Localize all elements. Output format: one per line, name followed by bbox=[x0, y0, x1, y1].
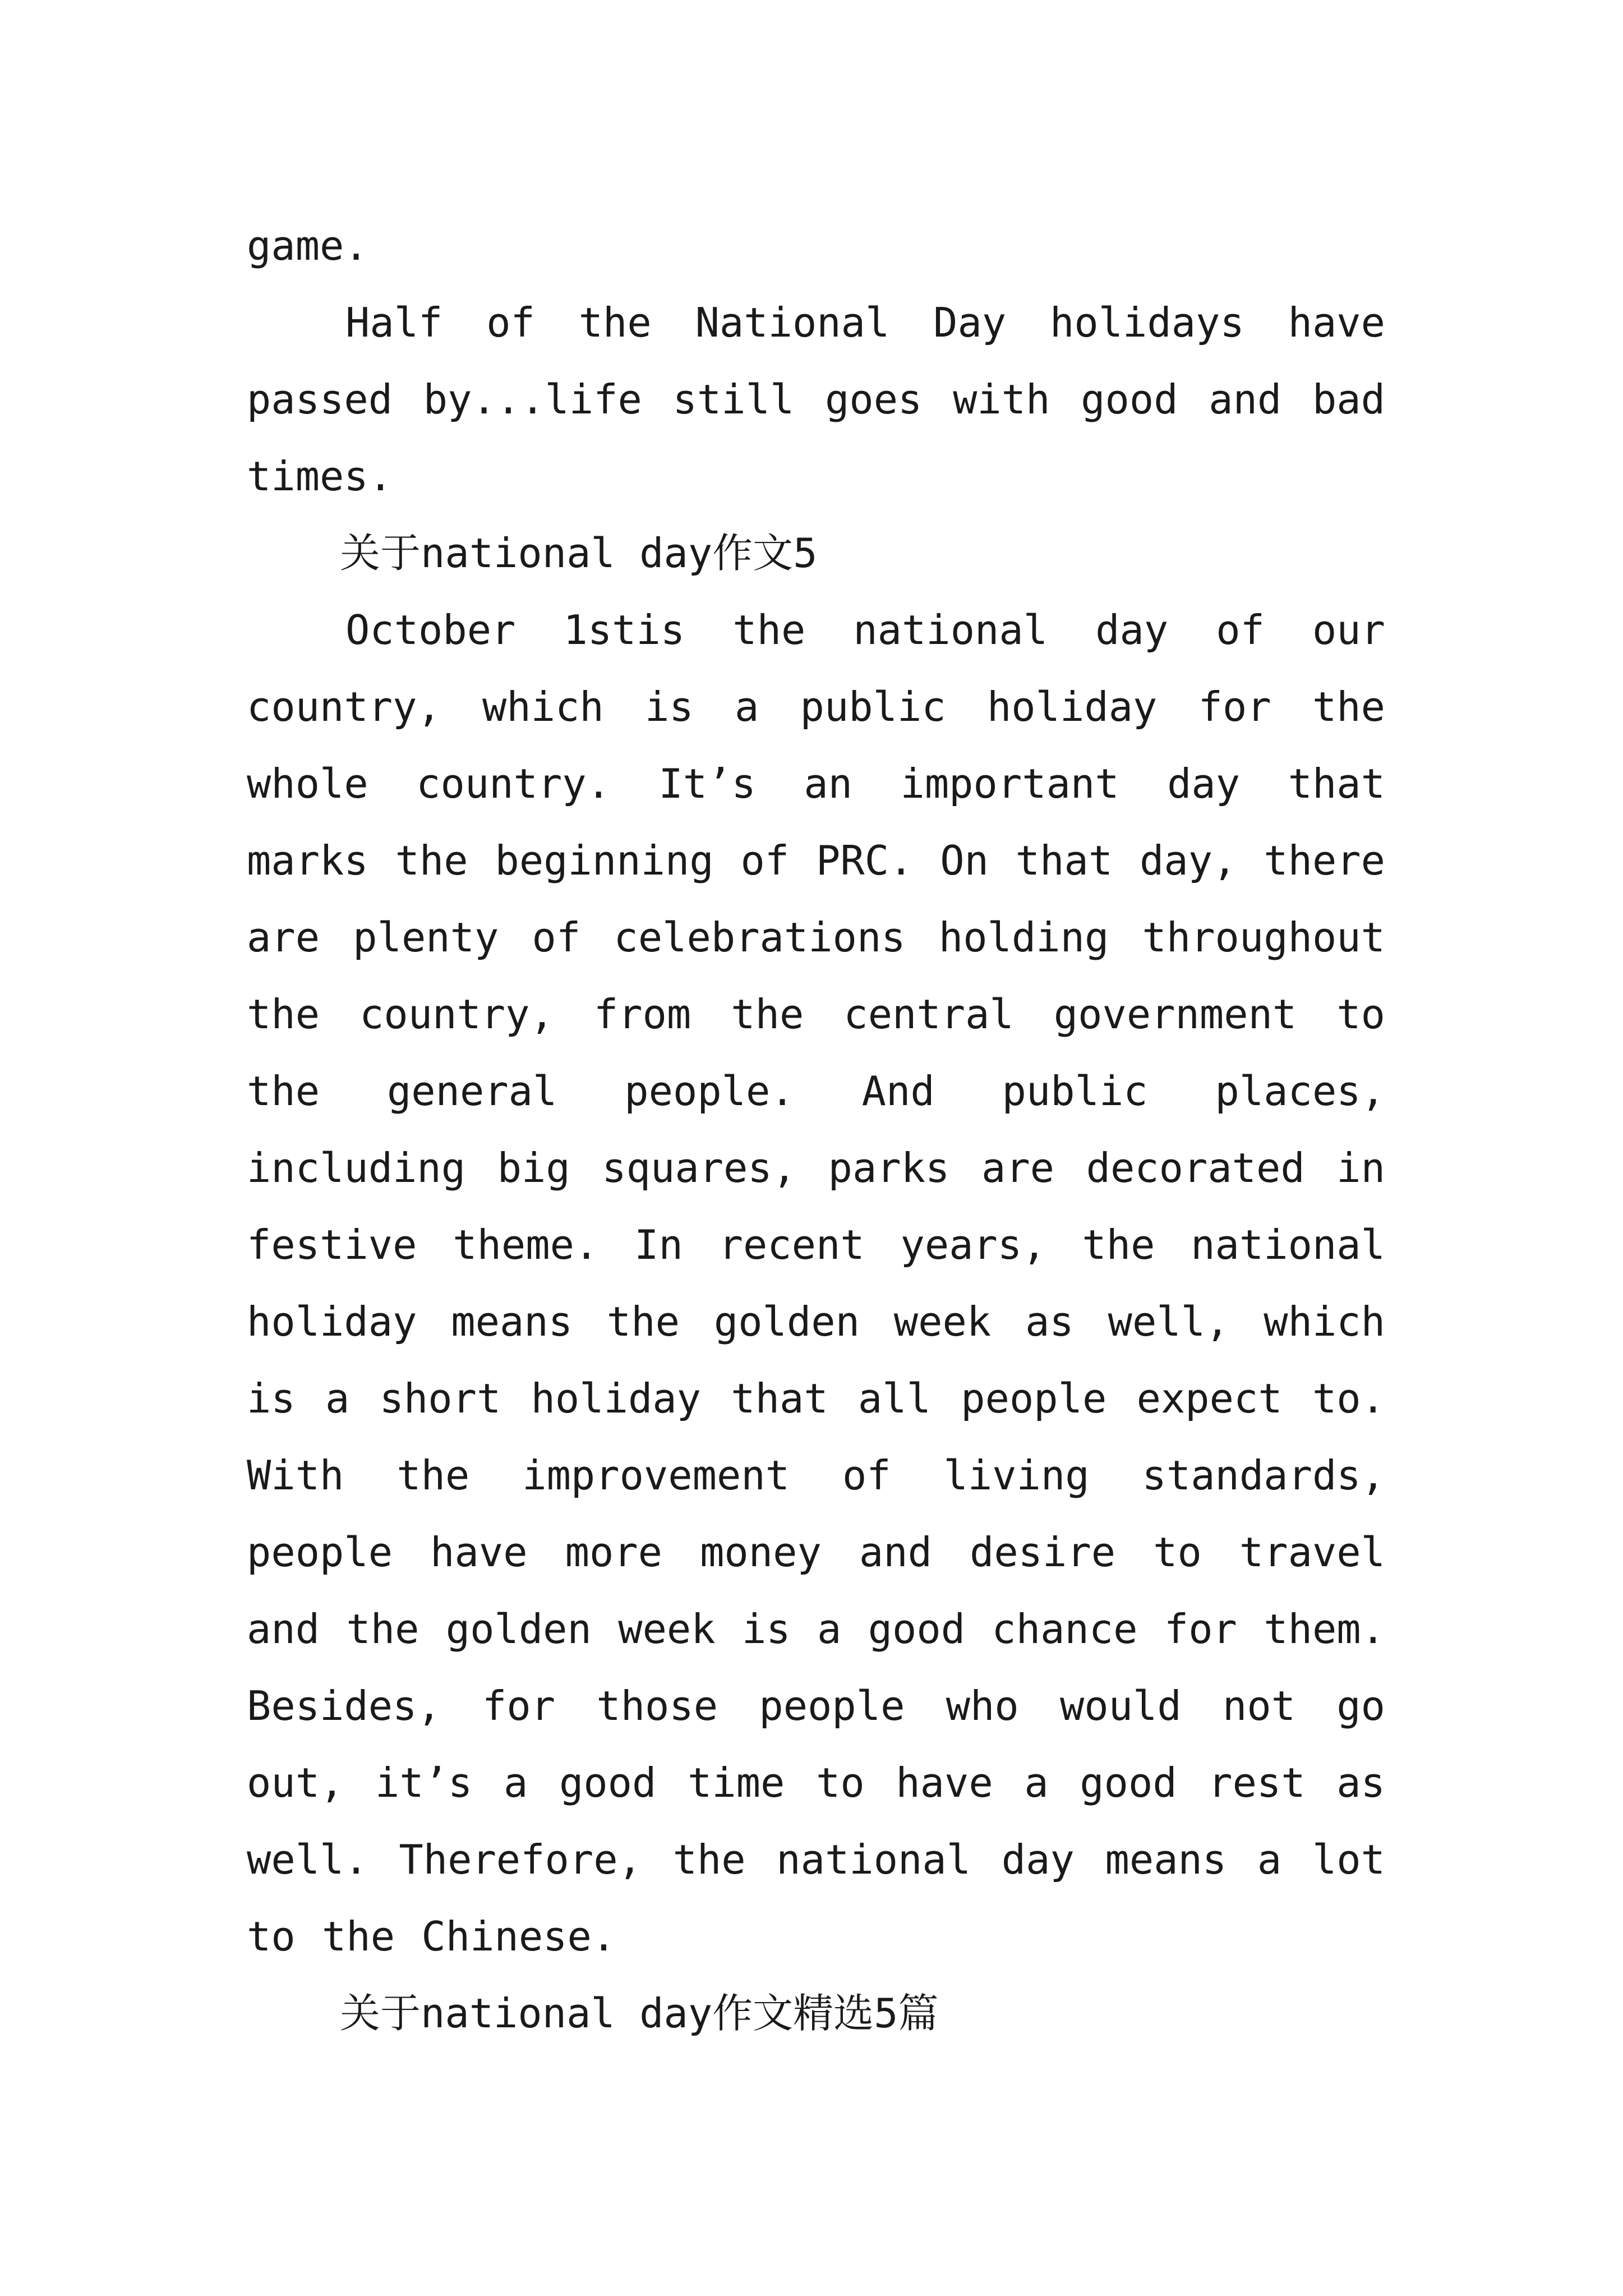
document-footer-title: 关于national day作文精选5篇 bbox=[340, 1990, 939, 2037]
document-body bbox=[247, 208, 1385, 2052]
paragraph-october-first: October 1stis the national day of our country, which is a public holiday for the whole country. It’s an important day that marks the beginning of PRC. On that day, there are plenty of celebrations holding throughout the country, from the central government to the general people. And public places, including big squares, parks are decorated in festive theme. In recent years, the national holiday means the golden week as well, which is a short holiday that all people expect to. With the improvement of living standards, people have more money and desire to travel and the golden week is a good chance for them. Besides, for those people who would not go out, it’s a good time to have a good rest as well. Therefore, the national day means a lot to the Chinese. bbox=[247, 606, 1385, 1960]
paragraph-continuation: game. bbox=[247, 222, 368, 269]
section-heading-essay-5: 关于national day作文5 bbox=[340, 530, 818, 577]
paragraph-holidays-passed: Half of the National Day holidays have passed by...life still goes with good and bad times. bbox=[247, 299, 1385, 500]
